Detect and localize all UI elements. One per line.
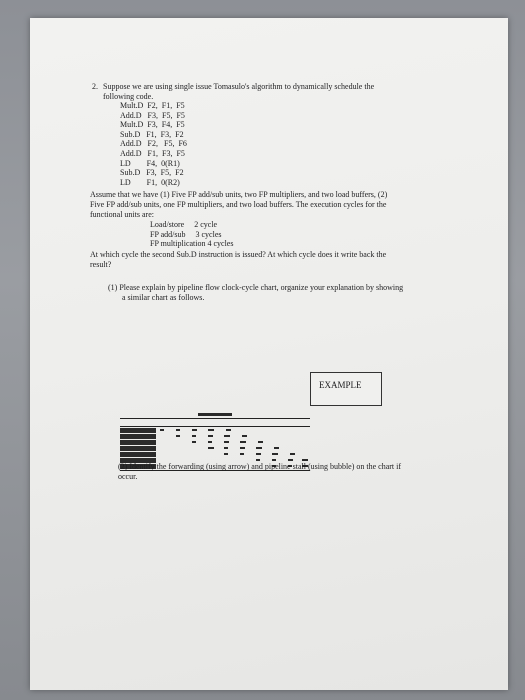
chart-mark xyxy=(208,435,213,437)
code-line: Add.D F3, F5, F5 xyxy=(120,110,185,120)
chart-row-label xyxy=(120,428,156,433)
chart-mark xyxy=(290,453,295,455)
chart-mark xyxy=(208,447,214,449)
chart-rule xyxy=(120,418,310,419)
question-intro-line-1: Suppose we are using single issue Tomasulo's algorithm to dynamically schedule the xyxy=(103,82,375,91)
chart-row-label xyxy=(120,440,156,445)
assume-line-3: functional units are: xyxy=(90,210,154,219)
chart-mark xyxy=(176,429,180,431)
chart-mark xyxy=(224,435,230,437)
chart-mark xyxy=(258,441,263,443)
chart-mark xyxy=(192,429,197,431)
cycle-row: FP add/sub 3 cycles xyxy=(150,229,222,239)
code-line: Add.D F2, F5, F6 xyxy=(120,139,187,149)
chart-mark xyxy=(176,435,180,437)
chart-row-label xyxy=(120,434,156,439)
code-line: Sub.D F1, F3, F2 xyxy=(120,129,184,139)
chart-mark xyxy=(192,435,196,437)
part2-line-1: (2) Identify the forwarding (using arrow) and pipeline stall (using bubble) on the chart if xyxy=(118,462,402,471)
chart-mark xyxy=(274,447,279,449)
code-line: Mult.D F2, F1, F5 xyxy=(120,101,185,110)
chart-mark xyxy=(256,447,262,449)
example-label: EXAMPLE xyxy=(319,380,362,390)
chart-mark xyxy=(208,441,212,443)
part1-line-1: (1) Please explain by pipeline flow clock-cycle chart, organize your explanation by showing xyxy=(108,283,404,292)
ask-line-1: At which cycle the second Sub.D instruction is issued? At which cycle does it write back the xyxy=(90,250,387,259)
chart-row-label xyxy=(120,446,156,451)
question-number: 2. xyxy=(92,82,98,91)
chart-mark xyxy=(226,429,231,431)
part1-line-2: a similar chart as follows. xyxy=(122,293,205,302)
chart-mark xyxy=(160,429,164,431)
code-listing xyxy=(120,101,187,187)
chart-mark xyxy=(256,459,260,461)
chart-mark xyxy=(242,435,247,437)
chart-mark xyxy=(224,447,228,449)
chart-mark xyxy=(240,447,245,449)
chart-mark xyxy=(240,453,244,455)
code-line: LD F4, 0(R1) xyxy=(120,158,180,168)
chart-mark xyxy=(208,429,214,431)
chart-mark xyxy=(272,459,276,461)
chart-mark xyxy=(192,441,196,443)
chart-mark xyxy=(272,453,278,455)
chart-mark xyxy=(224,441,229,443)
question-intro-line-2: following code. xyxy=(103,92,154,101)
code-line: Mult.D F3, F4, F5 xyxy=(120,120,185,130)
chart-mark xyxy=(240,441,246,443)
chart-header-mark xyxy=(198,413,238,417)
code-line: Sub.D F3, F5, F2 xyxy=(120,168,184,178)
chart-mark xyxy=(224,453,228,455)
code-line: LD F1, 0(R2) xyxy=(120,177,180,187)
assume-line-1: Assume that we have (1) Five FP add/sub units, two FP multipliers, and two load buffers, (2) xyxy=(90,190,388,199)
code-line: Add.D F1, F3, F5 xyxy=(120,148,185,158)
chart-row-label xyxy=(120,452,156,457)
cycle-row: Load/store 2 cycle xyxy=(150,220,218,229)
example-box xyxy=(310,372,382,406)
cycle-table xyxy=(150,220,233,249)
chart-mark xyxy=(256,453,261,455)
chart-mark xyxy=(288,459,293,461)
paper-sheet xyxy=(30,18,508,690)
part2-line-2: occur. xyxy=(118,472,138,481)
assume-line-2: Five FP add/sub units, one FP multipliers, and two load buffers. The execution cycles for the xyxy=(90,200,387,209)
ask-line-2: result? xyxy=(90,260,112,269)
chart-mark xyxy=(302,459,308,461)
cycle-row: FP multiplication 4 cycles xyxy=(150,239,234,249)
